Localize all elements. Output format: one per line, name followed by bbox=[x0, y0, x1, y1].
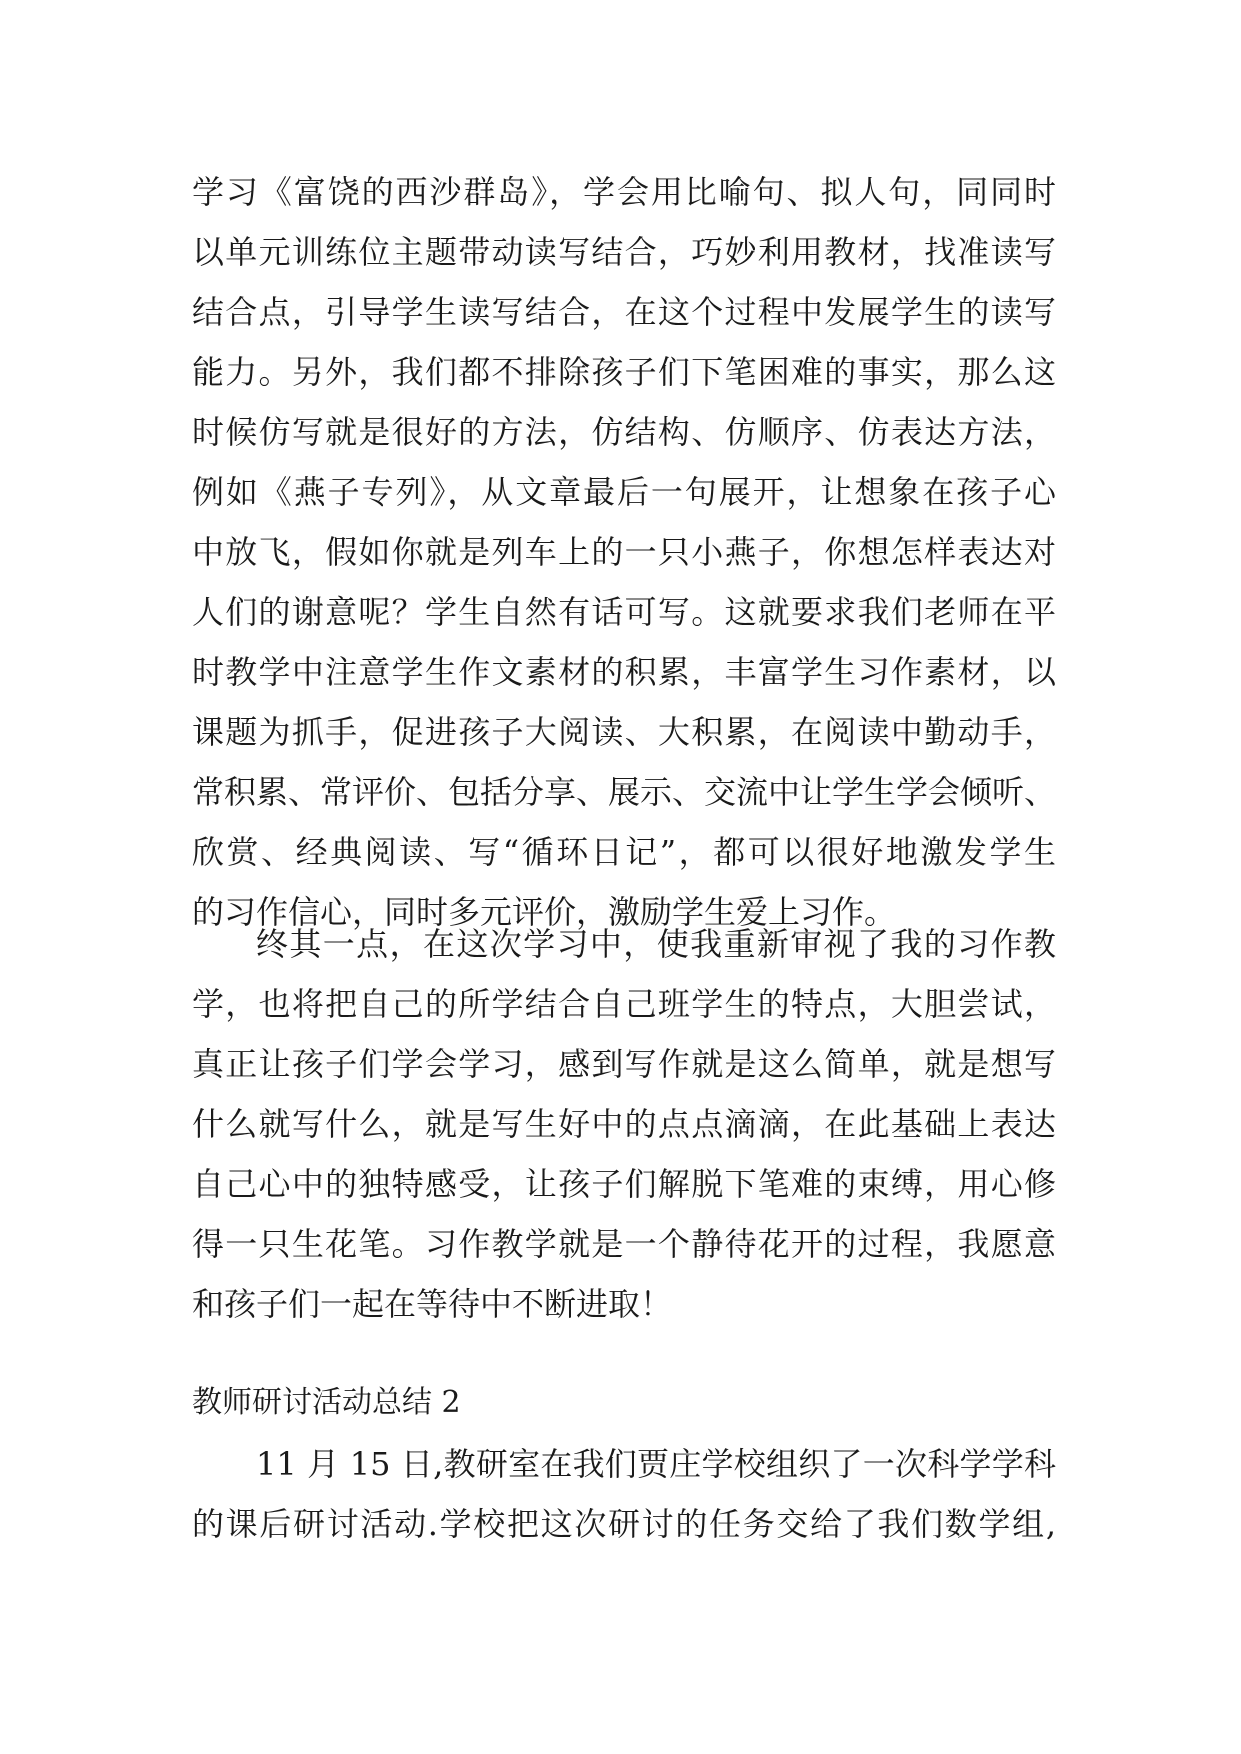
text-line: 终其一点，在这次学习中，使我重新审视了我的习作教 bbox=[256, 925, 1056, 963]
text-line: 得一只生花笔。习作教学就是一个静待花开的过程，我愿意 bbox=[192, 1225, 1056, 1263]
text-line: 常积累、常评价、包括分享、展示、交流中让学生学会倾听、 bbox=[192, 773, 1057, 811]
body-paragraph bbox=[192, 914, 1056, 1334]
text-line: 什么就写什么，就是写生好中的点点滴滴，在此基础上表达 bbox=[192, 1105, 1056, 1143]
text-line: 课题为抓手，促进孩子大阅读、大积累，在阅读中勤动手， bbox=[192, 713, 1056, 751]
section-title: 教师研讨活动总结 2 bbox=[192, 1385, 461, 1420]
text-line: 时候仿写就是很好的方法，仿结构、仿顺序、仿表达方法， bbox=[192, 413, 1056, 451]
text-line: 例如《燕子专列》，从文章最后一句展开，让想象在孩子心 bbox=[192, 473, 1056, 511]
text-line: 欣赏、经典阅读、写“循环日记”，都可以很好地激发学生 bbox=[192, 833, 1056, 871]
text-line: 和孩子们一起在等待中不断进取！ bbox=[192, 1285, 673, 1323]
text-line: 自己心中的独特感受，让孩子们解脱下笔难的束缚，用心修 bbox=[192, 1165, 1056, 1203]
text-line: 以单元训练位主题带动读写结合，巧妙利用教材，找准读写 bbox=[192, 233, 1056, 271]
text-line: 的习作信心，同时多元评价，激励学生爱上习作。 bbox=[192, 893, 897, 931]
body-paragraph bbox=[192, 1434, 1056, 1554]
text-line: 学习《富饶的西沙群岛》，学会用比喻句、拟人句，同同时 bbox=[192, 173, 1056, 211]
text-line: 学，也将把自己的所学结合自己班学生的特点，大胆尝试， bbox=[192, 985, 1056, 1023]
text-line: 的课后研讨活动.学校把这次研讨的任务交给了我们数学组, bbox=[192, 1505, 1056, 1543]
text-line: 真正让孩子们学会学习，感到写作就是这么简单，就是想写 bbox=[192, 1045, 1056, 1083]
text-line: 能力。另外，我们都不排除孩子们下笔困难的事实，那么这 bbox=[192, 353, 1056, 391]
text-line: 结合点，引导学生读写结合，在这个过程中发展学生的读写 bbox=[192, 293, 1056, 331]
body-paragraph bbox=[192, 162, 1056, 942]
text-line: 时教学中注意学生作文素材的积累，丰富学生习作素材，以 bbox=[192, 653, 1056, 691]
text-line: 人们的谢意呢？学生自然有话可写。这就要求我们老师在平 bbox=[192, 593, 1056, 631]
text-line: 11 月 15 日,教研室在我们贾庄学校组织了一次科学学科 bbox=[256, 1445, 1056, 1483]
text-line: 中放飞，假如你就是列车上的一只小燕子，你想怎样表达对 bbox=[192, 533, 1056, 571]
